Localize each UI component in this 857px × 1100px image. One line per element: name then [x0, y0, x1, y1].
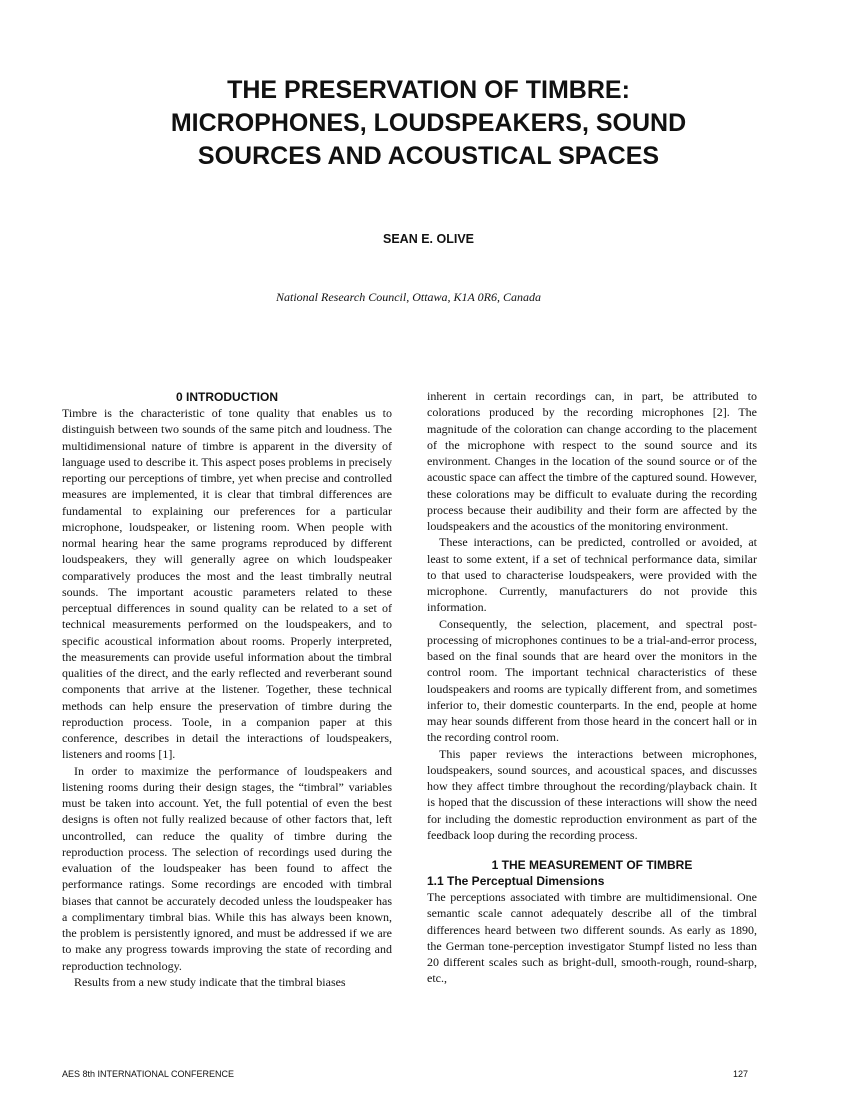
title-line: THE PRESERVATION OF TIMBRE: — [227, 76, 630, 104]
body-paragraph: Results from a new study indicate that the timbral biases — [74, 974, 346, 989]
body-paragraph: These interactions, can be predicted, controlled or avoided, at least to some extent, if a set of technical performance data, similar to that used to characterise loudspeakers, were provided with the microphone. Currently, manufacturers do not provide this information. — [427, 535, 757, 615]
body-paragraph: The perceptions associated with timbre are multidimensional. One semantic scale cannot adequately describe all of the timbral differences heard between two different sounds. As early as 1890, the German tone-perception investigator Stumpf listed no less than 20 different scales such as bright-dull, smooth-rough, round-sharp, etc., — [427, 890, 757, 986]
section-heading-introduction: 0 INTRODUCTION — [176, 390, 278, 404]
title-line: MICROPHONES, LOUDSPEAKERS, SOUND — [170, 109, 687, 137]
left-column — [62, 389, 392, 990]
body-paragraph: inherent in certain recordings can, in part, be attributed to colorations produced by the recording microphones [2]. The magnitude of the coloration can change according to the placement of the microphone with respect to the sound source and its environment. Changes in the location of the sound source or of the acoustic space can affect the timbre of the captured sound. However, these colorations may be difficult to evaluate during the recording process because their audibility and their form are affected by the loudspeakers and the acoustics of the monitoring environment. — [427, 389, 757, 533]
author-affiliation: National Research Council, Ottawa, K1A 0R6, Canada — [276, 290, 541, 304]
section-heading-measurement: 1 THE MEASUREMENT OF TIMBRE — [491, 858, 693, 872]
right-column — [427, 388, 757, 987]
page-number: 127 — [733, 1069, 749, 1079]
paper-title — [80, 74, 777, 173]
body-paragraph: Consequently, the selection, placement, and spectral post-processing of microphones continues to be a trial-and-error process, based on the final sounds that are heard over the monitors in the control room. The important technical characteristics of these loudspeakers and rooms are typically different from, and sometimes inferior to, their domestic counterparts. In the end, people at home may hear sounds different from those heard in the concert hall or in the recording control room. — [427, 616, 757, 745]
subsection-heading-perceptual: 1.1 The Perceptual Dimensions — [427, 874, 605, 888]
title-line: SOURCES AND ACOUSTICAL SPACES — [197, 142, 660, 170]
author-name: SEAN E. OLIVE — [383, 232, 474, 246]
body-paragraph: This paper reviews the interactions between microphones, loudspeakers, sound sources, and acoustical spaces, and discusses how they affect timbre throughout the recording/playback chain. It is hoped that the discussion of these interactions will show the need for including the domestic reproduction environment as part of the feedback loop during the recording process. — [427, 746, 757, 842]
footer-conference: AES 8th INTERNATIONAL CONFERENCE — [62, 1069, 235, 1079]
body-paragraph: Timbre is the characteristic of tone quality that enables us to distinguish between two sounds of the same pitch and loudness. The multidimensional nature of timbre is apparent in the diversity of language used to describe it. This aspect poses problems in precisely reporting our perceptions of timbre, yet when precise and controlled measures are implemented, it is clear that timbral differences are fundamental to explaining our preferences for a particular microphone, loudspeaker, or listening room. When people with normal hearing hear the same programs reproduced by different loudspeakers, they will generally agree on which loudspeaker comparatively produces the most and the least timbrally neutral sounds. The important acoustic parameters related to these perceptual differences in sound quality can be related to a set of technical measurements performed on the loudspeakers, and to specific acoustical information about rooms. Properly interpreted, the measurements can provide useful information about the timbral qualities of the direct, and the early reflected and reverberant sound components that arrive at the listener. Together, these technical methods can help ensure the preservation of timbre during the reproduction process. Toole, in a companion paper at this conference, describes in detail the interactions of loudspeakers, listeners and rooms [1]. — [62, 406, 392, 762]
body-paragraph: In order to maximize the performance of loudspeakers and listening rooms during their design stages, the “timbral” variables must be taken into account. Yet, the full potential of even the best designs is often not fully realized because of other factors that, left uncontrolled, can reduce the quality of timbre during the reproduction process. The selection of recordings used during the evaluation of the loudspeaker has been found to affect the performance ratings. Some recordings are encoded with timbral biases that cannot be accurately decoded unless the loudspeaker has a complimentary timbral bias. While this has always been known, the problem is persistently ignored, and must be addressed if we are to make any progress towards improving the state of recording and reproduction technology. — [62, 763, 392, 973]
